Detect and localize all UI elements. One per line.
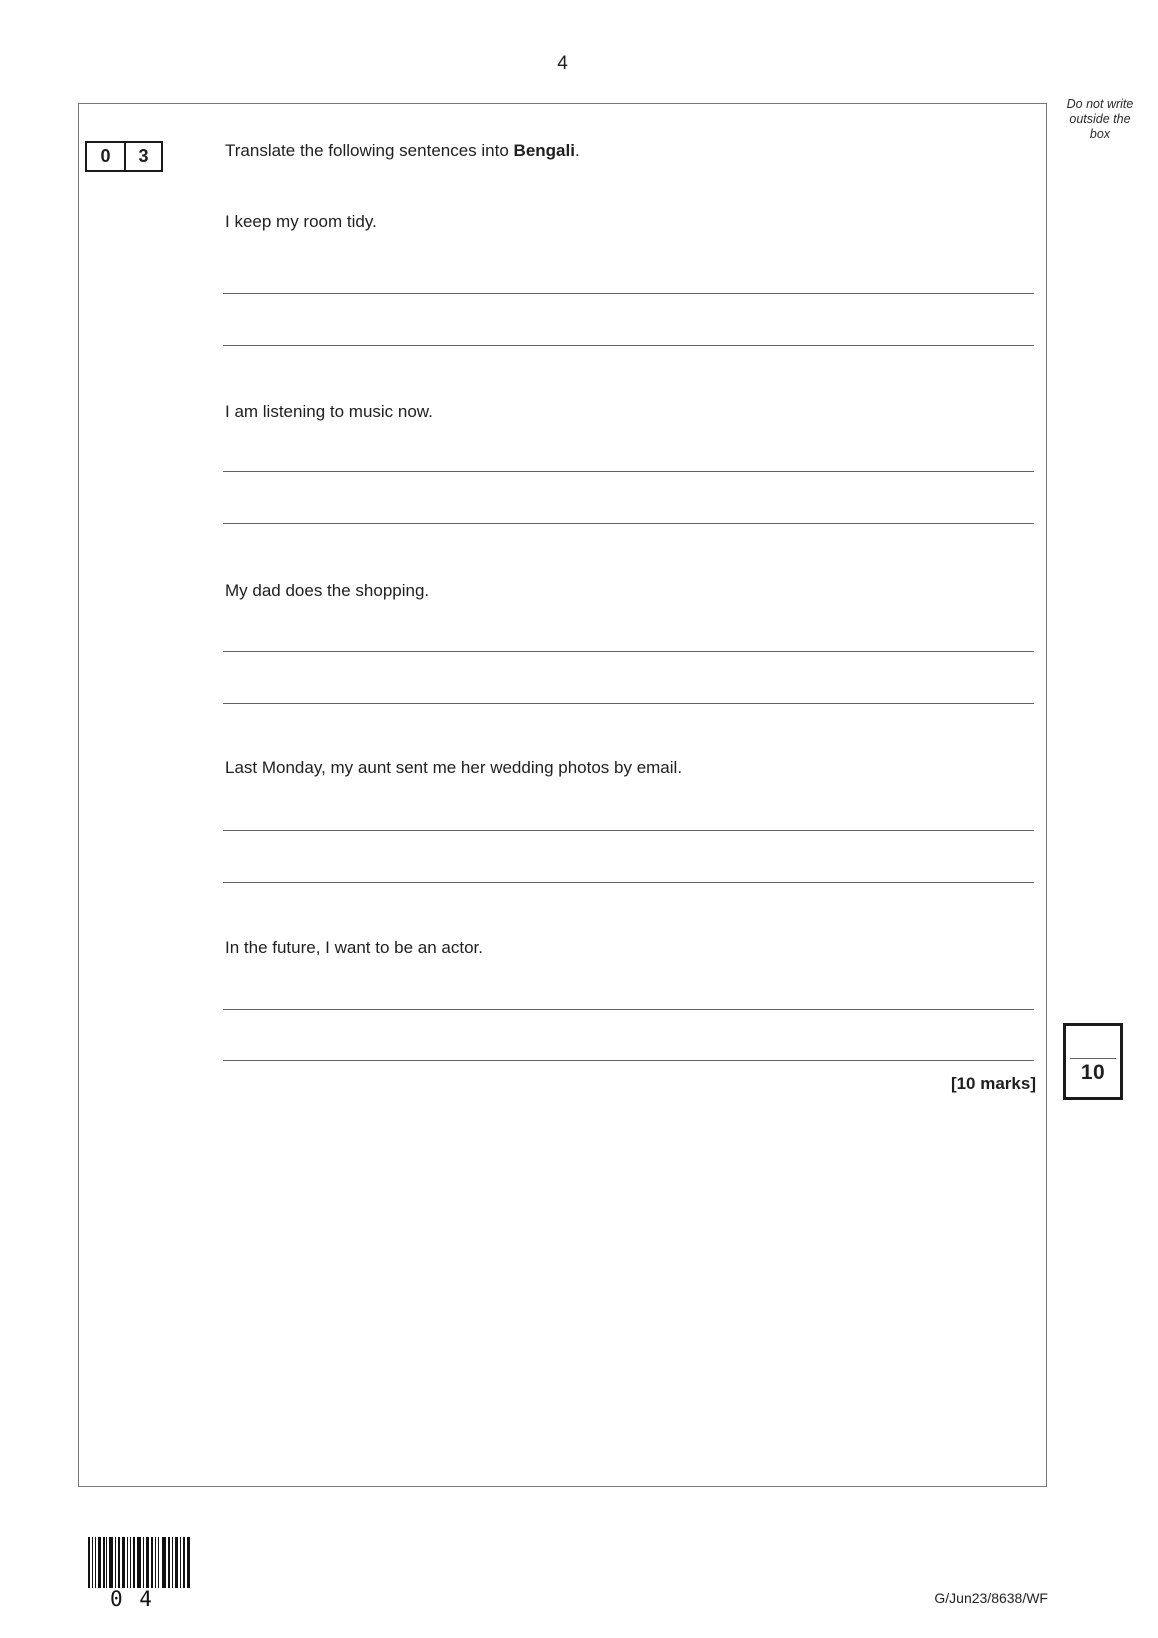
answer-line	[223, 523, 1034, 524]
total-marks-box	[1063, 1023, 1123, 1100]
question-number-digit: 0	[100, 146, 111, 166]
sentence-text: I am listening to music now.	[225, 402, 433, 421]
barcode	[88, 1537, 190, 1588]
question-number-digit: 3	[124, 143, 161, 170]
marks-label: [10 marks]	[950, 1074, 1036, 1093]
answer-line	[223, 703, 1034, 704]
do-not-write-note	[1048, 97, 1152, 141]
sentence-text: I keep my room tidy.	[225, 212, 377, 231]
footer-reference: G/Jun23/8638/WF	[934, 1590, 1048, 1606]
instruction-suffix: .	[574, 141, 580, 160]
sentence-text: My dad does the shopping.	[225, 581, 430, 600]
answer-line	[223, 471, 1034, 472]
sentence-text: Last Monday, my aunt sent me her wedding photos by email.	[225, 758, 683, 777]
instruction-prefix: Translate the following sentences into	[225, 141, 514, 160]
question-number-box	[85, 141, 163, 172]
answer-line	[223, 882, 1034, 883]
answer-line	[223, 830, 1034, 831]
instruction-text	[225, 141, 580, 161]
question-frame	[78, 103, 1047, 1487]
sentence-text: In the future, I want to be an actor.	[225, 938, 483, 957]
answer-line	[223, 1060, 1034, 1061]
page-number: 4	[557, 53, 568, 74]
do-not-write-line: box	[1089, 126, 1111, 141]
total-marks-line	[1070, 1058, 1116, 1059]
answer-line	[223, 345, 1034, 346]
do-not-write-line: Do not write	[1066, 97, 1134, 111]
barcode-label: 0 4	[110, 1587, 154, 1611]
answer-line	[223, 651, 1034, 652]
do-not-write-line: outside the	[1069, 111, 1131, 126]
barcode-icon	[88, 1537, 190, 1588]
total-marks-value: 10	[1080, 1061, 1106, 1084]
instruction-language: Bengali	[513, 141, 575, 160]
answer-line	[223, 1009, 1034, 1010]
answer-line	[223, 293, 1034, 294]
